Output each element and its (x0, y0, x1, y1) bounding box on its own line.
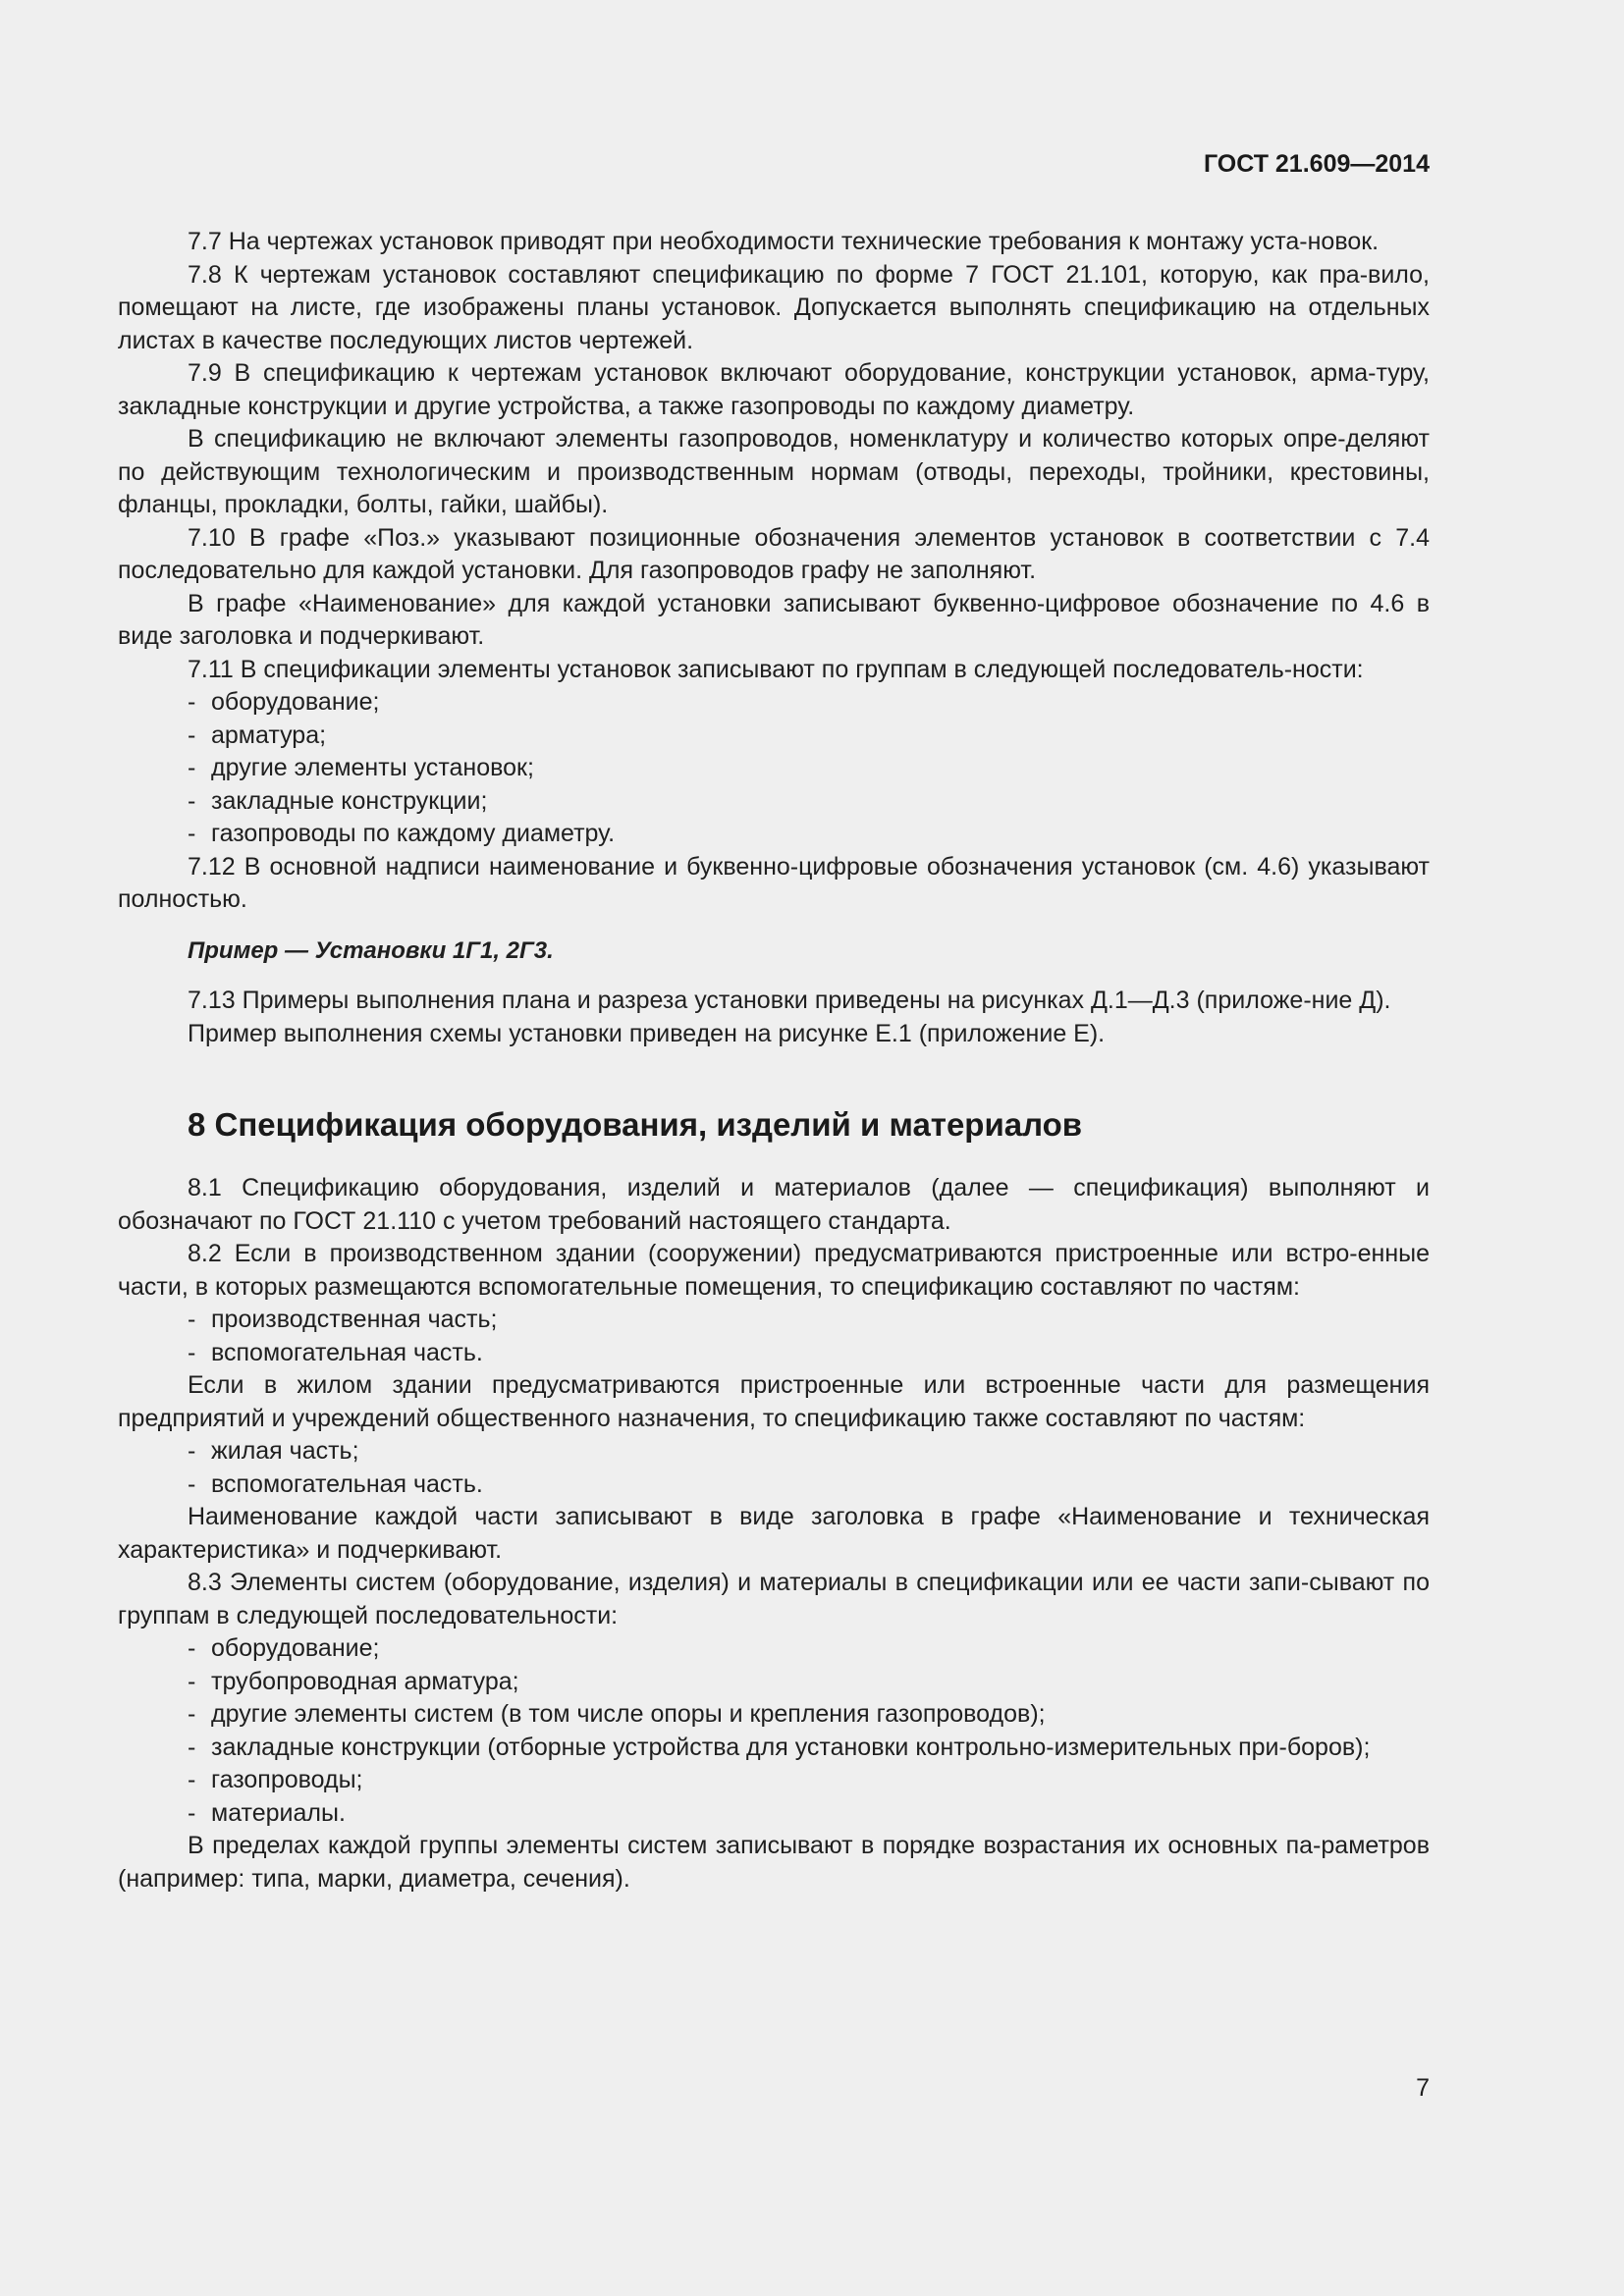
section-heading: 8 Спецификация оборудования, изделий и материалов (188, 1106, 1083, 1143)
paragraph: 7.8 К чертежам установок составляют спецификацию по форме 7 ГОСТ 21.101, которую, как пра-вило, помещают на листе, где изображены планы установок. Допускается выполнять спецификацию на отдельных листах в качестве последующих листов чертежей. (118, 260, 1430, 354)
list-marker: - (188, 1766, 196, 1793)
list-item (118, 1732, 1430, 1765)
paragraph: 7.13 Примеры выполнения плана и разреза установки приведены на рисунках Д.1—Д.3 (приложе-ние Д). (188, 987, 1391, 1014)
paragraph: В пределах каждой группы элементы систем записывают в порядке возрастания их основных па-раметров (например: типа, марки, диаметра, сечения). (118, 1832, 1430, 1893)
list-item-text: вспомогательная часть. (211, 1338, 483, 1366)
page-number: 7 (1416, 2074, 1430, 2102)
list-marker: - (188, 1733, 196, 1761)
list-item-text: материалы. (211, 1798, 346, 1827)
list-item-text: закладные конструкции; (211, 786, 488, 815)
list-item (118, 720, 1430, 753)
paragraph: В спецификацию не включают элементы газопроводов, номенклатуру и количество которых опре-деляют по действующим технологическим и производственным нормам (отводы, переходы, тройники, крестовины, фланцы, прокладки, болты, гайки, шайбы). (118, 425, 1430, 518)
list-marker: - (188, 754, 196, 781)
list-item-text: оборудование; (211, 688, 380, 716)
paragraph: 7.10 В графе «Поз.» указывают позиционные обозначения элементов установок в соответствии с 7.4 последовательно для каждой установки. Для газопроводов графу не заполняют. (118, 523, 1430, 584)
list-marker: - (188, 820, 196, 847)
paragraph: 7.12 В основной надписи наименование и буквенно-цифровые обозначения установок (см. 4.6) указывают полностью. (118, 852, 1430, 913)
paragraph: 8.2 Если в производственном здании (сооружении) предусматриваются пристроенные или встро-енные части, в которых размещаются вспомогательные помещения, то спецификацию составляют по частям: (118, 1240, 1430, 1301)
list-marker: - (188, 1634, 196, 1662)
example-note: Пример — Установки 1Г1, 2Г3. (188, 936, 554, 964)
list-marker: - (188, 1667, 196, 1695)
paragraph: Пример выполнения схемы установки приведен на рисунке Е.1 (приложение Е). (188, 1019, 1106, 1047)
paragraph: 7.7 На чертежах установок приводят при необходимости технические требования к монтажу уста-новок. (188, 228, 1380, 255)
list-item (118, 1632, 1430, 1666)
list-item-text: газопроводы; (211, 1766, 363, 1793)
list-item (118, 1435, 1430, 1468)
paragraph: 7.9 В спецификацию к чертежам установок включают оборудование, конструкции установок, арма-туру, закладные конструкции и другие устройства, а также газопроводы по каждому диаметру. (118, 359, 1430, 420)
list-item-text: оборудование; (211, 1634, 380, 1662)
list-marker: - (188, 1798, 196, 1827)
paragraph: Если в жилом здании предусматриваются пристроенные или встроенные части для размещения предприятий и учреждений общественного назначения, то спецификацию также составляют по частям: (118, 1371, 1430, 1432)
list-marker: - (188, 1306, 196, 1333)
list-marker: - (188, 1437, 196, 1465)
list-item-text: производственная часть; (211, 1306, 498, 1333)
list-item-text: вспомогательная часть. (211, 1469, 483, 1498)
paragraph: 7.11 В спецификации элементы установок записывают по группам в следующей последователь-ности: (188, 655, 1364, 683)
list-item (118, 1304, 1430, 1337)
list-item (118, 1797, 1430, 1831)
list-item (118, 1666, 1430, 1699)
paragraph: В графе «Наименование» для каждой установки записывают буквенно-цифровое обозначение по 4.6 в виде заголовка и подчеркивают. (118, 589, 1430, 650)
list-item-text: другие элементы систем (в том числе опоры и крепления газопроводов); (211, 1700, 1046, 1728)
paragraph: 8.3 Элементы систем (оборудование, изделия) и материалы в спецификации или ее части запи-сывают по группам в следующей последовательности: (118, 1569, 1430, 1629)
list-marker: - (188, 786, 196, 815)
list-item-text: газопроводы по каждому диаметру. (211, 820, 616, 847)
list-item-text: закладные конструкции (отборные устройства для установки контрольно-измерительных при-боров); (211, 1733, 1371, 1761)
list-item-text: другие элементы установок; (211, 754, 534, 781)
list-item (118, 785, 1430, 819)
document-number-header: ГОСТ 21.609—2014 (1203, 150, 1430, 178)
list-item (118, 686, 1430, 720)
list-marker: - (188, 1338, 196, 1366)
list-item-text: арматура; (211, 721, 327, 749)
list-item (118, 1698, 1430, 1732)
paragraph: 8.1 Спецификацию оборудования, изделий и материалов (далее — спецификация) выполняют и обозначают по ГОСТ 21.110 с учетом требований настоящего стандарта. (118, 1174, 1430, 1235)
list-marker: - (188, 1469, 196, 1498)
list-item (118, 752, 1430, 785)
list-item (118, 1764, 1430, 1797)
list-item-text: жилая часть; (211, 1437, 359, 1465)
list-marker: - (188, 1700, 196, 1728)
paragraph: Наименование каждой части записывают в виде заголовка в графе «Наименование и техническая характеристика» и подчеркивают. (118, 1503, 1430, 1564)
list-item (118, 1337, 1430, 1370)
list-marker: - (188, 721, 196, 749)
list-item-text: трубопроводная арматура; (211, 1667, 519, 1695)
list-item (118, 818, 1430, 851)
list-marker: - (188, 688, 196, 716)
list-item (118, 1468, 1430, 1502)
document-body (118, 226, 1430, 1896)
